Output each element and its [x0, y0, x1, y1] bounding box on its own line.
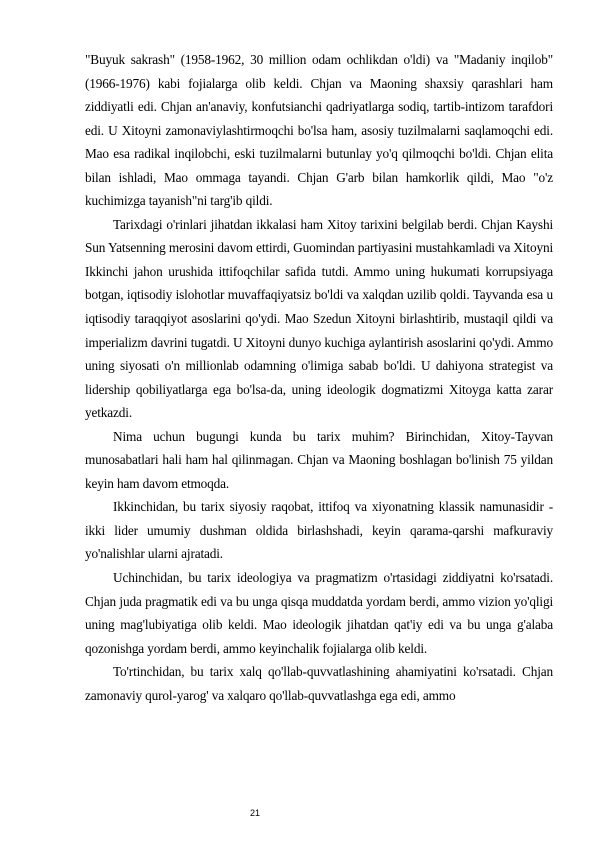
paragraph-fourth-point: To'rtinchidan, bu tarix xalq qo'llab-quvvatlashining ahamiyatini ko'rsatadi. Chjan zamonaviy qurol-yarog' va xalqaro qo'llab-quvvatlashga ega edi, ammo [85, 664, 553, 703]
paragraph-great-leap: "Buyuk sakrash" (1958-1962, 30 million odam ochlikdan o'ldi) va "Madaniy inqilob" (1966-1976) kabi fojialarga olib keldi. Chjan va Maoning shaxsiy qarashlari ham ziddiyatli edi. Chjan an'anaviy, konfutsianchi qadriyatlarga sodiq, tartib-intizom tarafdori edi. U Xitoyni zamonaviylashtirmoqchi bo'lsa ham, asosiy tuzilmalarni saqlamoqchi edi. Mao esa radikal inqilobchi, eski tuzilmalarni butunlay yo'q qilmoqchi bo'ldi. Chjan elita bilan ishladi, Mao ommaga tayandi. Chjan G'arb bilan hamkorlik qildi, Mao "o'z kuchimizga tayanish"ni targ'ib qildi. [85, 52, 553, 209]
paragraph-third-point: Uchinchidan, bu tarix ideologiya va pragmatizm o'rtasidagi ziddiyatni ko'rsatadi. Chjan juda pragmatik edi va bu unga qisqa muddatda yordam berdi, ammo vizion yo'qligi uning mag'lubiyatiga olib keldi. Mao ideologik jihatdan qat'iy edi va bu unga g'alaba qozonishga yordam berdi, ammo keyinchalik fojialarga olib keldi. [85, 570, 553, 656]
paragraph-why-important: Nima uchun bugungi kunda bu tarix muhim? Birinchidan, Xitoy-Tayvan munosabatlari hali ham hal qilinmagan. Chjan va Maoning boshlagan bo'linish 75 yildan keyin ham davom etmoqda. [85, 428, 553, 491]
paragraph-second-point: Ikkinchidan, bu tarix siyosiy raqobat, ittifoq va xiyonatning klassik namunasidir - ikki lider umumiy dushman oldida birlashshadi, keyin qarama-qarshi mafkuraviy yo'nalishlar ularni ajratadi. [85, 499, 553, 562]
page-number: 21 [249, 808, 260, 818]
document-body [85, 48, 553, 707]
paragraph-historical-roles: Tarixdagi o'rinlari jihatdan ikkalasi ham Xitoy tarixini belgilab berdi. Chjan Kayshi Sun Yatsenning merosini davom ettirdi, Guomindan partiyasini mustahkamladi va Xitoyni Ikkinchi jahon urushida ittifoqchilar safida tutdi. Ammo uning hukumati korrupsiyaga botgan, iqtisodiy islohotlar muvaffaqiyatsiz bo'ldi va xalqdan uzilib qoldi. Tayvanda esa u iqtisodiy taraqqiyot asoslarini qo'ydi. Mao Szedun Xitoyni birlashtirib, mustaqil qildi va imperializm davrini tugatdi. U Xitoyni dunyo kuchiga aylantirish asoslarini qo'ydi. Ammo uning siyosati o'n millionlab odamning o'limiga sabab bo'ldi. U dahiyona strategist va lidership qobiliyatlarga ega bo'lsa-da, uning ideologik dogmatizmi Xitoyga katta zarar yetkazdi. [85, 216, 553, 421]
